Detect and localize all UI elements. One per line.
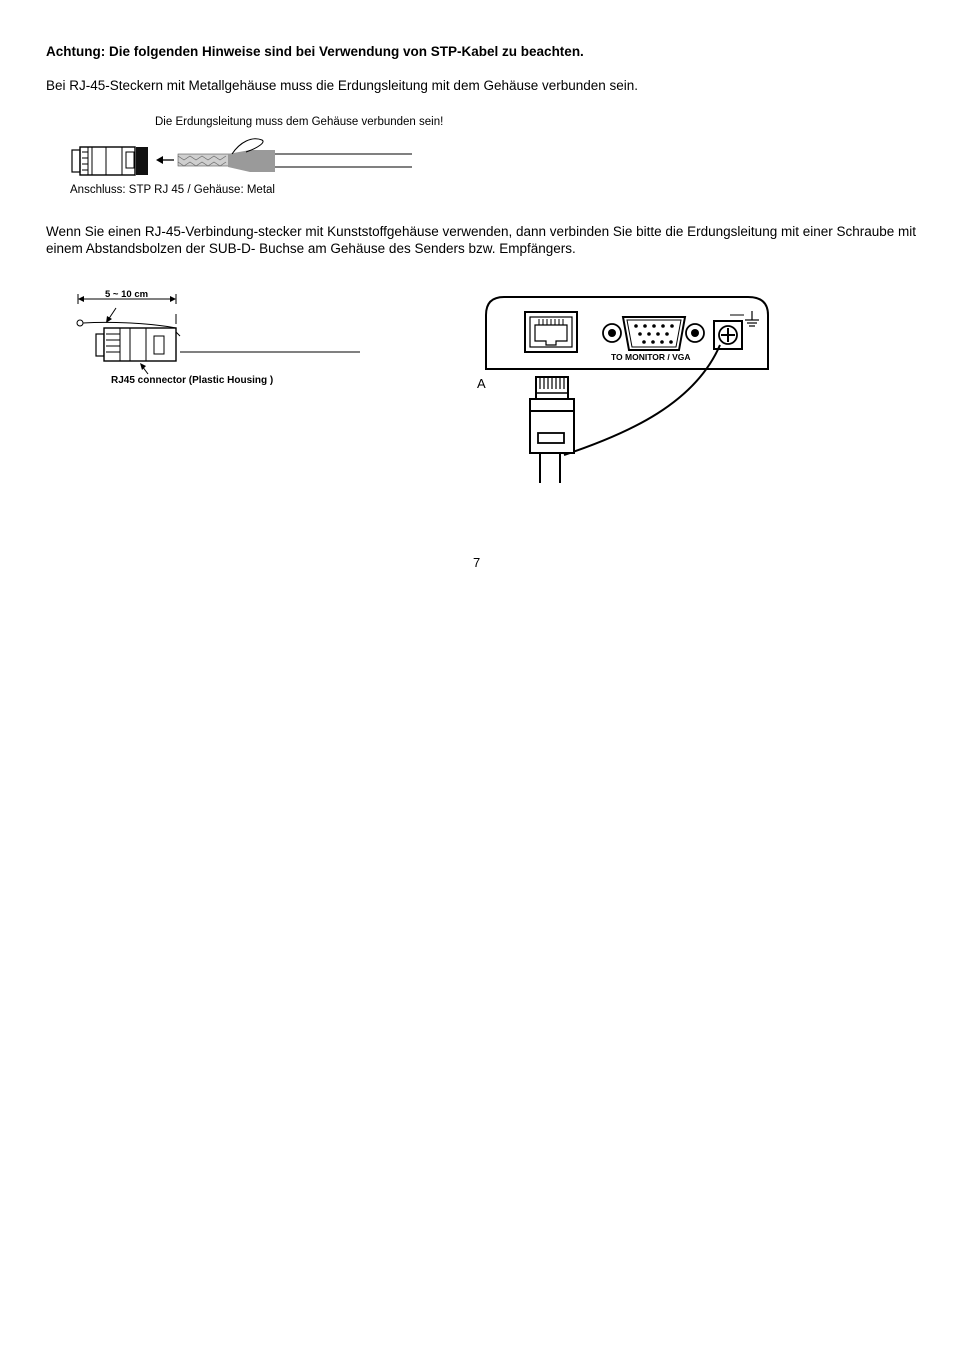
plastic-connector-label: RJ45 connector (Plastic Housing ) (111, 375, 274, 386)
plastic-connector-illustration (76, 288, 362, 388)
figure-marker: A (477, 376, 486, 391)
metal-figure-caption-top: Die Erdungsleitung muss dem Gehäuse verbunden sein! (155, 116, 444, 128)
warning-heading: Achtung: Die folgenden Hinweise sind bei Verwendung von STP-Kabel zu beachten. (46, 44, 584, 59)
drain-wire-length-label: 5 ~ 10 cm (105, 289, 149, 300)
plastic-housing-text: Wenn Sie einen RJ-45-Verbindung-stecker mit Kunststoffgehäuse verwenden, dann verbinden Sie bitte die Erdungsleitung mit einer Schraube mit einem Abstandsbolzen der SUB-D- Buchse am Gehäuse des Senders bzw. Empfängers. (46, 224, 917, 256)
metal-housing-paragraph: Bei RJ-45-Steckern mit Metallgehäuse muss die Erdungsleitung mit dem Gehäuse verbunden sein. (46, 78, 639, 93)
vga-port-label: TO MONITOR / VGA (611, 352, 691, 362)
device-panel-illustration (480, 293, 772, 485)
metal-connector-illustration (70, 134, 415, 184)
metal-figure-caption-bottom: Anschluss: STP RJ 45 / Gehäuse: Metal (70, 184, 275, 196)
page-number: 7 (473, 555, 481, 570)
plastic-housing-paragraph (46, 224, 916, 257)
